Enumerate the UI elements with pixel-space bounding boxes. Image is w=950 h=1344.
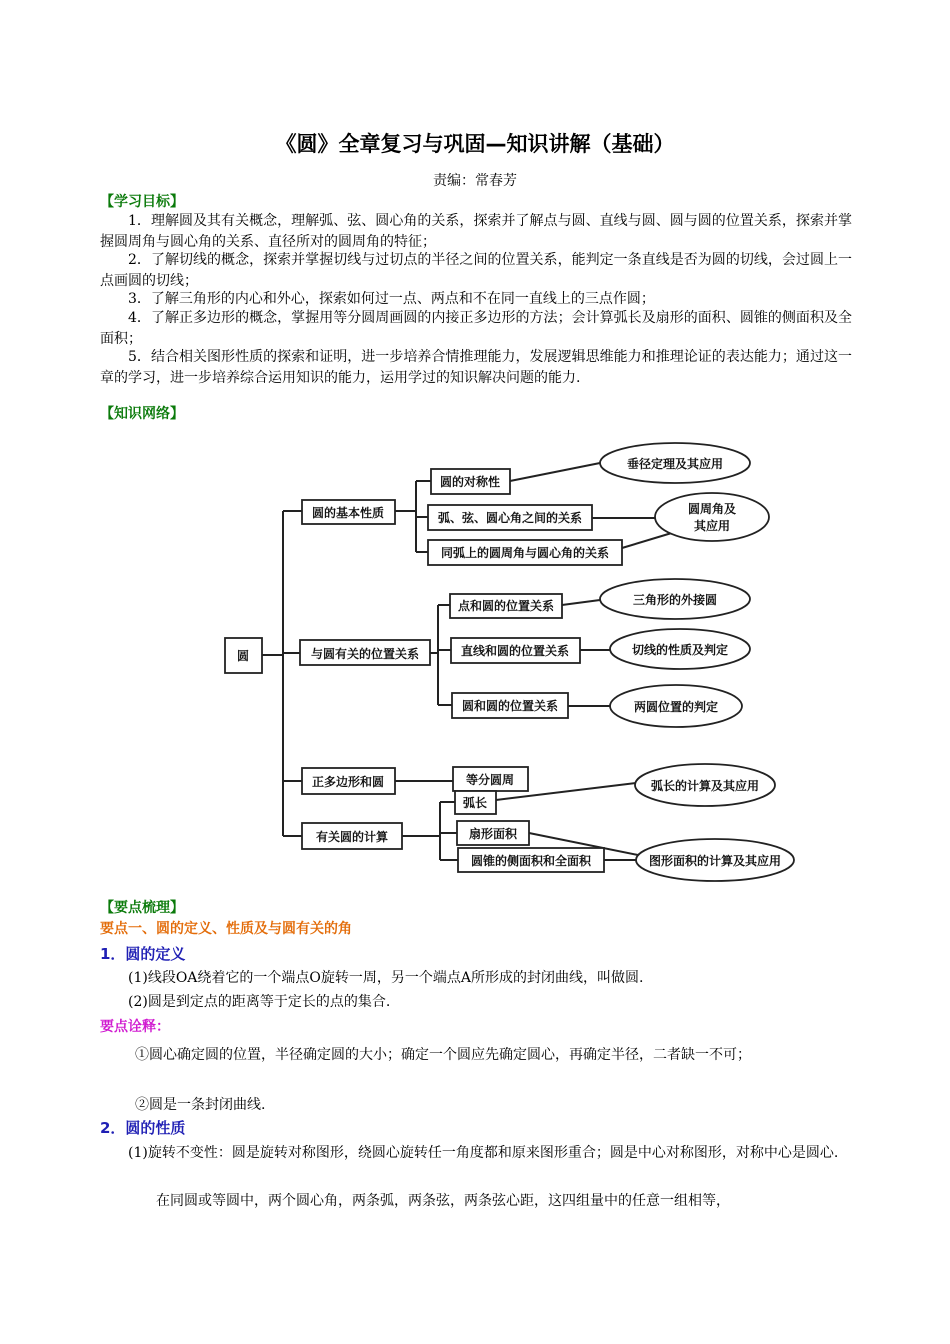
diagram-node: 弧长 — [462, 796, 488, 810]
author-line: 责编：常春芳 — [433, 173, 517, 189]
diagram-node: 圆的基本性质 — [311, 506, 385, 520]
property-item: 在同圆或等圆中，两个圆心角，两条弧，两条弦，两条弦心距，这四组量中的任意一组相等， — [156, 1193, 730, 1209]
definition-item: (2)圆是到定点的距离等于定长的点的集合. — [128, 994, 391, 1010]
diagram-root: 圆 — [236, 649, 250, 663]
diagram-node: 点和圆的位置关系 — [457, 599, 555, 613]
diagram-ellipse: 圆周角及 — [687, 502, 737, 516]
diagram-ellipse: 图形面积的计算及其应用 — [648, 854, 782, 868]
diagram-ellipse: 其应用 — [693, 519, 731, 533]
definition-item: (1)线段OA绕着它的一个端点O旋转一周，另一个端点A所形成的封闭曲线，叫做圆. — [128, 970, 644, 986]
diagram-node: 正多边形和圆 — [311, 775, 385, 789]
goal-item: 4．了解正多边形的概念，掌握用等分圆周画圆的内接正多边形的方法；会计算弧长及扇形的面积、圆锥的侧面积及全面积； — [100, 310, 852, 347]
diagram-node: 同弧上的圆周角与圆心角的关系 — [440, 546, 610, 560]
diagram-node: 有关圆的计算 — [315, 830, 389, 844]
summary-heading: 【要点梳理】 — [100, 900, 184, 916]
page-title: 《圆》全章复习与巩固—知识讲解（基础） — [275, 132, 675, 156]
point1-heading: 要点一、圆的定义、性质及与圆有关的角 — [100, 921, 352, 937]
network-heading: 【知识网络】 — [100, 406, 184, 422]
diagram-ellipse: 两圆位置的判定 — [633, 700, 719, 714]
diagram-node: 弧、弦、圆心角之间的关系 — [437, 511, 583, 525]
goals-heading: 【学习目标】 — [100, 194, 184, 210]
note-heading: 要点诠释： — [100, 1019, 170, 1035]
diagram-node: 直线和圆的位置关系 — [460, 644, 570, 658]
diagram-node: 圆和圆的位置关系 — [461, 699, 559, 713]
diagram-ellipse: 三角形的外接圆 — [632, 593, 718, 607]
goal-item: 2．了解切线的概念，探索并掌握切线与过切点的半径之间的位置关系，能判定一条直线是否为圆的切线，会过圆上一点画圆的切线； — [100, 252, 852, 289]
goal-item: 1．理解圆及其有关概念，理解弧、弦、圆心角的关系，探索并了解点与圆、直线与圆、圆与圆的位置关系，探索并掌握圆周角与圆心角的关系、直径所对的圆周角的特征； — [100, 213, 852, 250]
diagram-node: 圆锥的侧面积和全面积 — [470, 854, 592, 868]
diagram-node: 扇形面积 — [468, 827, 518, 841]
diagram-node: 与圆有关的位置关系 — [310, 647, 420, 661]
diagram-ellipse: 弧长的计算及其应用 — [650, 779, 760, 793]
note-item: ②圆是一条封闭曲线. — [135, 1097, 266, 1113]
section-heading: 2．圆的性质 — [100, 1119, 186, 1137]
note-item: ①圆心确定圆的位置，半径确定圆的大小；确定一个圆应先确定圆心，再确定半径，二者缺一不可； — [135, 1047, 751, 1063]
diagram-node: 圆的对称性 — [439, 475, 501, 489]
section-heading: 1．圆的定义 — [100, 945, 186, 963]
goal-item: 5．结合相关图形性质的探索和证明，进一步培养合情推理能力，发展逻辑思维能力和推理论证的表达能力；通过这一章的学习，进一步培养综合运用知识的能力，运用学过的知识解决问题的能力. — [100, 349, 852, 386]
diagram-ellipse: 切线的性质及判定 — [631, 643, 729, 657]
property-item: (1)旋转不变性：圆是旋转对称图形，绕圆心旋转任一角度都和原来图形重合；圆是中心对称图形，对称中心是圆心. — [128, 1145, 839, 1161]
diagram-node: 等分圆周 — [465, 773, 515, 787]
goal-item: 3．了解三角形的内心和外心，探索如何过一点、两点和不在同一直线上的三点作圆； — [128, 291, 655, 307]
diagram-ellipse: 垂径定理及其应用 — [626, 457, 724, 471]
